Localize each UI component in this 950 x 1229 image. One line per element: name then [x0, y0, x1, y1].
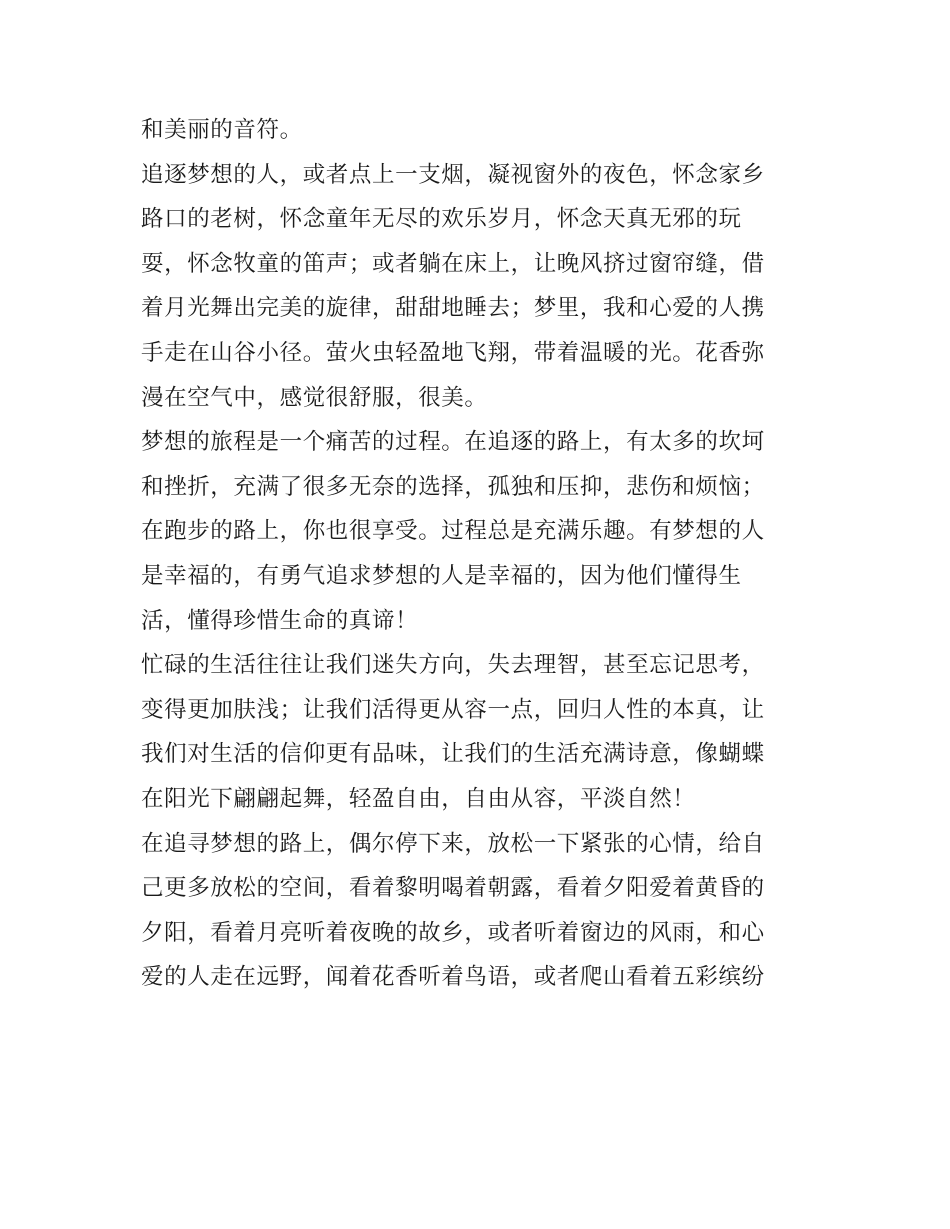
- text-line: 变得更加肤浅；让我们活得更从容一点，回归人性的本真，让: [141, 696, 765, 723]
- text-line: 漫在空气中，感觉很舒服，很美。: [141, 384, 488, 411]
- text-line: 耍，怀念牧童的笛声；或者躺在床上，让晚风挤过窗帘缝，借: [141, 250, 765, 277]
- text-line: 着月光舞出完美的旋律，甜甜地睡去；梦里，我和心爱的人携: [141, 295, 765, 322]
- text-line: 爱的人走在远野，闻着花香听着鸟语，或者爬山看着五彩缤纷: [141, 964, 765, 991]
- text-line: 己更多放松的空间，看着黎明喝着朝露，看着夕阳爱着黄昏的: [141, 875, 765, 902]
- text-line: 我们对生活的信仰更有品味，让我们的生活充满诗意，像蝴蝶: [141, 741, 765, 768]
- text-line: 路口的老树，怀念童年无尽的欢乐岁月，怀念天真无邪的玩: [141, 206, 742, 233]
- text-line: 在跑步的路上，你也很享受。过程总是充满乐趣。有梦想的人: [141, 518, 765, 545]
- text-line: 是幸福的，有勇气追求梦想的人是幸福的，因为他们懂得生: [141, 562, 742, 589]
- text-line: 和美丽的音符。: [141, 117, 303, 143]
- text-line: 活，懂得珍惜生命的真谛！: [141, 607, 419, 634]
- text-line: 手走在山谷小径。萤火虫轻盈地飞翔，带着温暖的光。花香弥: [141, 339, 765, 366]
- text-line: 在阳光下翩翩起舞，轻盈自由，自由从容，平淡自然！: [141, 785, 696, 812]
- text-line: 夕阳，看着月亮听着夜晚的故乡，或者听着窗边的风雨，和心: [141, 919, 765, 946]
- text-line: 梦想的旅程是一个痛苦的过程。在追逐的路上，有太多的坎坷: [141, 429, 765, 456]
- body-text: [141, 108, 821, 1000]
- text-line: 忙碌的生活往往让我们迷失方向，失去理智，甚至忘记思考，: [141, 652, 765, 679]
- text-line: 追逐梦想的人，或者点上一支烟，凝视窗外的夜色，怀念家乡: [141, 161, 765, 188]
- text-line: 和挫折，充满了很多无奈的选择，孤独和压抑，悲伤和烦恼；: [141, 473, 765, 500]
- text-line: 在追寻梦想的路上，偶尔停下来，放松一下紧张的心情，给自: [141, 830, 765, 857]
